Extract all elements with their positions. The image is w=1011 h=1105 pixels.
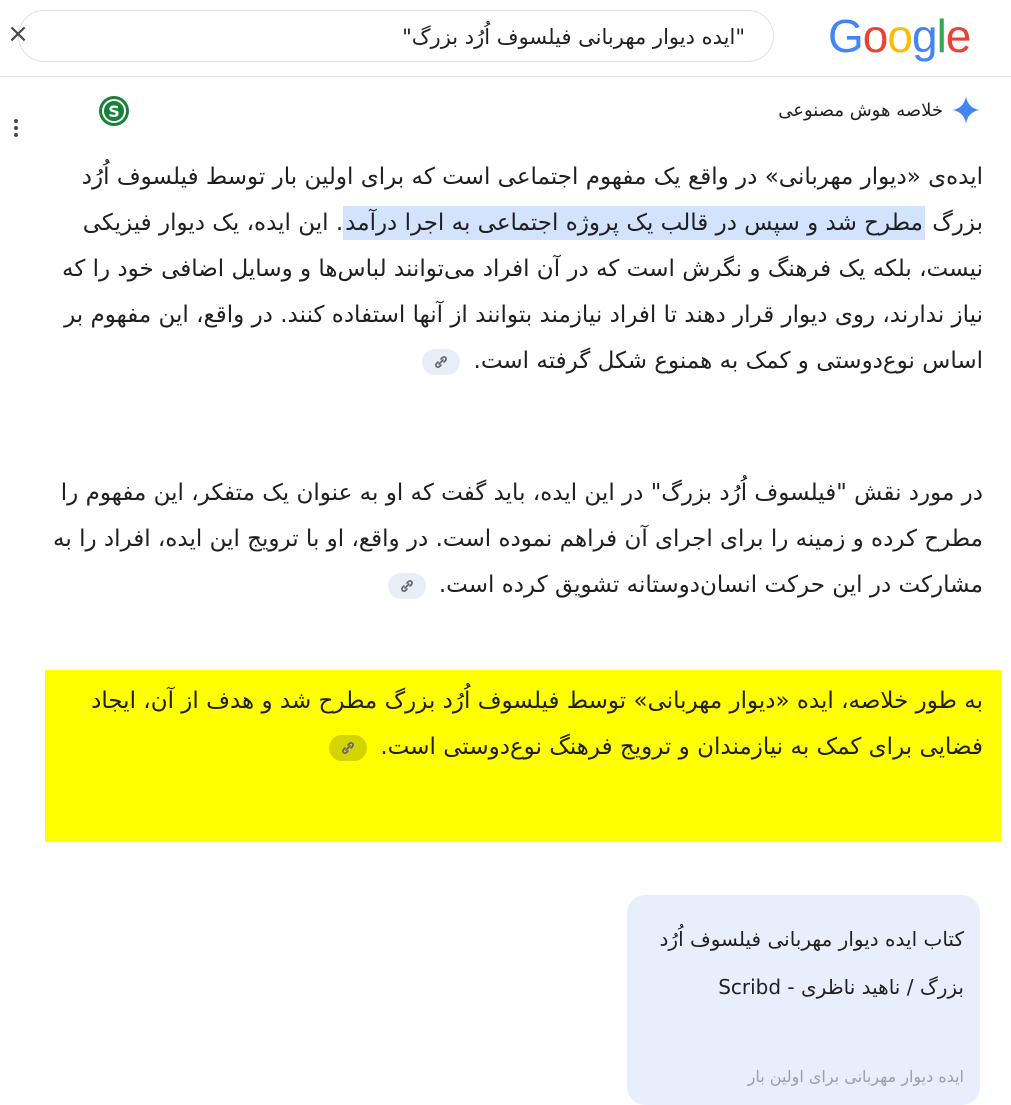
source-card-snippet: ایده دیوار مهربانی برای اولین بار	[747, 1067, 964, 1086]
logo-letter: l	[936, 10, 946, 62]
source-card-title[interactable]: کتاب ایده دیوار مهربانی فیلسوف اُرُد بزرگ / ناهید ناظری - Scribd	[659, 927, 964, 999]
sparkle-icon	[951, 95, 981, 125]
logo-letter: G	[828, 10, 863, 62]
summary-text: به طور خلاصه، ایده «دیوار مهربانی» توسط فیلسوف اُرُد بزرگ مطرح شد و هدف از آن، ایجاد فضایی برای کمک به نیازمندان و ترویج فرهنگ نوع‌دوستی است.	[91, 688, 983, 760]
clear-search-icon[interactable]: ×	[7, 19, 29, 49]
overview-paragraph-1	[33, 154, 983, 384]
logo-letter: o	[862, 10, 888, 62]
citation-link-icon[interactable]	[422, 349, 460, 375]
citation-link-icon[interactable]	[329, 735, 367, 761]
more-vert-icon[interactable]	[10, 116, 22, 140]
logo-letter: o	[887, 10, 912, 62]
ai-overview-header	[778, 94, 981, 126]
paragraph-text: در مورد نقش "فیلسوف اُرُد بزرگ" در این ایده، باید گفت که او به عنوان یک متفکر، این مفهوم را مطرح کرده و زمینه را برای اجرای آن فراهم نموده است. در واقع، او با ترویج این ایده، افراد را به مشارکت در این حرکت انسان‌دوستانه تشویق کرده است.	[53, 480, 983, 598]
logo-letter: e	[945, 10, 971, 62]
ai-overview-title: خلاصه هوش مصنوعی	[778, 99, 943, 121]
search-query-text[interactable]: "ایده دیوار مهربانی فیلسوف اُرُد بزرگ"	[402, 25, 745, 49]
paragraph-text: ایده‌ی «دیوار مهربانی» در واقع یک مفهوم اجتماعی است که برای اولین بار توسط فیلسوف اُرُد بزرگ	[81, 164, 983, 236]
svg-text:S: S	[108, 102, 120, 121]
logo-letter: g	[911, 10, 937, 62]
summary-paragraph	[63, 678, 983, 770]
search-header	[0, 0, 1011, 77]
overview-paragraph-2	[33, 470, 983, 608]
search-input[interactable]	[18, 10, 774, 62]
paragraph-text: . این ایده، یک دیوار فیزیکی نیست، بلکه یک فرهنگ و نگرش است که در آن افراد می‌توانند لباس‌ها و وسایل اضافی خود را که نیاز ندارند، روی دیوار قرار دهند تا افراد نیازمند بتوانند از آنها استفاده کنند. در واقع، این مفهوم بر اساس نوع‌دوستی و کمک به همنوع شکل گرفته است.	[62, 210, 983, 374]
source-card[interactable]	[627, 895, 980, 1105]
s-badge-icon[interactable]	[98, 95, 130, 127]
highlighted-text[interactable]: مطرح شد و سپس در قالب یک پروژه اجتماعی به اجرا درآمد	[343, 206, 925, 240]
citation-link-icon[interactable]	[388, 573, 426, 599]
google-logo[interactable]	[828, 6, 970, 66]
